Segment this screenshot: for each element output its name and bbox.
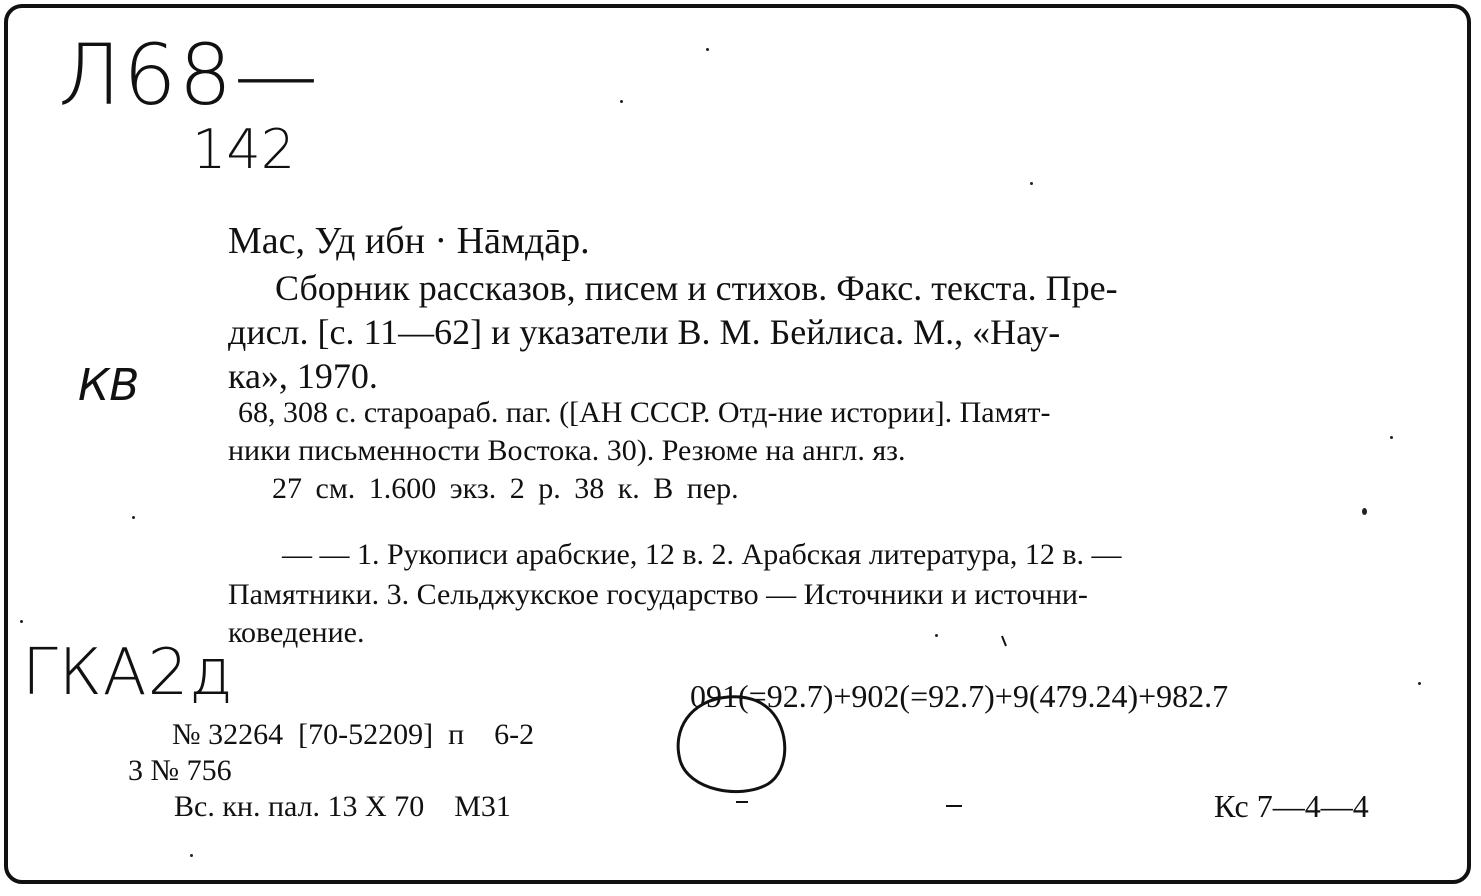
scan-speck [620, 100, 623, 103]
entry-description-line-2: ники письменности Востока. 30). Резюме на англ. яз. [228, 434, 906, 467]
scan-speck [132, 516, 135, 519]
subject-line-2: Памятники. 3. Сельджукское государство — Источники и источни- [228, 578, 1088, 611]
card-code: Кс 7—4—4 [1214, 788, 1369, 824]
scan-speck [1390, 436, 1393, 439]
order-number-line: № 32264 [70-52209] п 6-2 [172, 718, 535, 751]
classification-code: 091(=92.7)+902(=92.7)+9(479.24)+982.7 [690, 678, 1229, 714]
scan-speck [20, 620, 23, 623]
entry-title-line-2: дисл. [с. 11—62] и указатели В. М. Бейлиса. М., «Нау- [228, 312, 1061, 352]
scan-speck [1030, 182, 1033, 185]
scan-speck [706, 48, 709, 51]
entry-heading: Мас, Уд ибн · Нāмдāр. [228, 220, 590, 262]
handwritten-shelf-number: 142 [192, 118, 296, 181]
print-info-line: Вс. кн. пал. 13 Х 70 М31 [174, 790, 511, 823]
order-number-line-2: 3 № 756 [128, 754, 232, 787]
handwritten-bottom-code: ГКА2д [22, 636, 234, 710]
handwritten-margin-code: КВ [78, 360, 140, 411]
scan-speck [1362, 508, 1367, 515]
scan-speck [1418, 682, 1421, 685]
subject-line-3: коведение. [228, 616, 365, 649]
scan-speck [190, 854, 193, 857]
entry-title-line-1: Сборник рассказов, писем и стихов. Факс. текста. Пре- [275, 268, 1118, 308]
scan-speck [935, 634, 938, 637]
handwritten-shelf-mark: Л68— [58, 26, 321, 124]
entry-description-line-1: 68, 308 с. староараб. паг. ([АН СССР. Отд-ние истории]. Памят- [238, 396, 1051, 429]
subject-line-1: — — 1. Рукописи арабские, 12 в. 2. Арабская литература, 12 в. — [282, 538, 1122, 571]
hand-drawn-circle [678, 697, 785, 792]
entry-description-line-3: 27 см. 1.600 экз. 2 р. 38 к. В пер. [272, 472, 739, 505]
pencil-tick [1002, 636, 1006, 646]
entry-title-line-3: ка», 1970. [228, 356, 378, 396]
